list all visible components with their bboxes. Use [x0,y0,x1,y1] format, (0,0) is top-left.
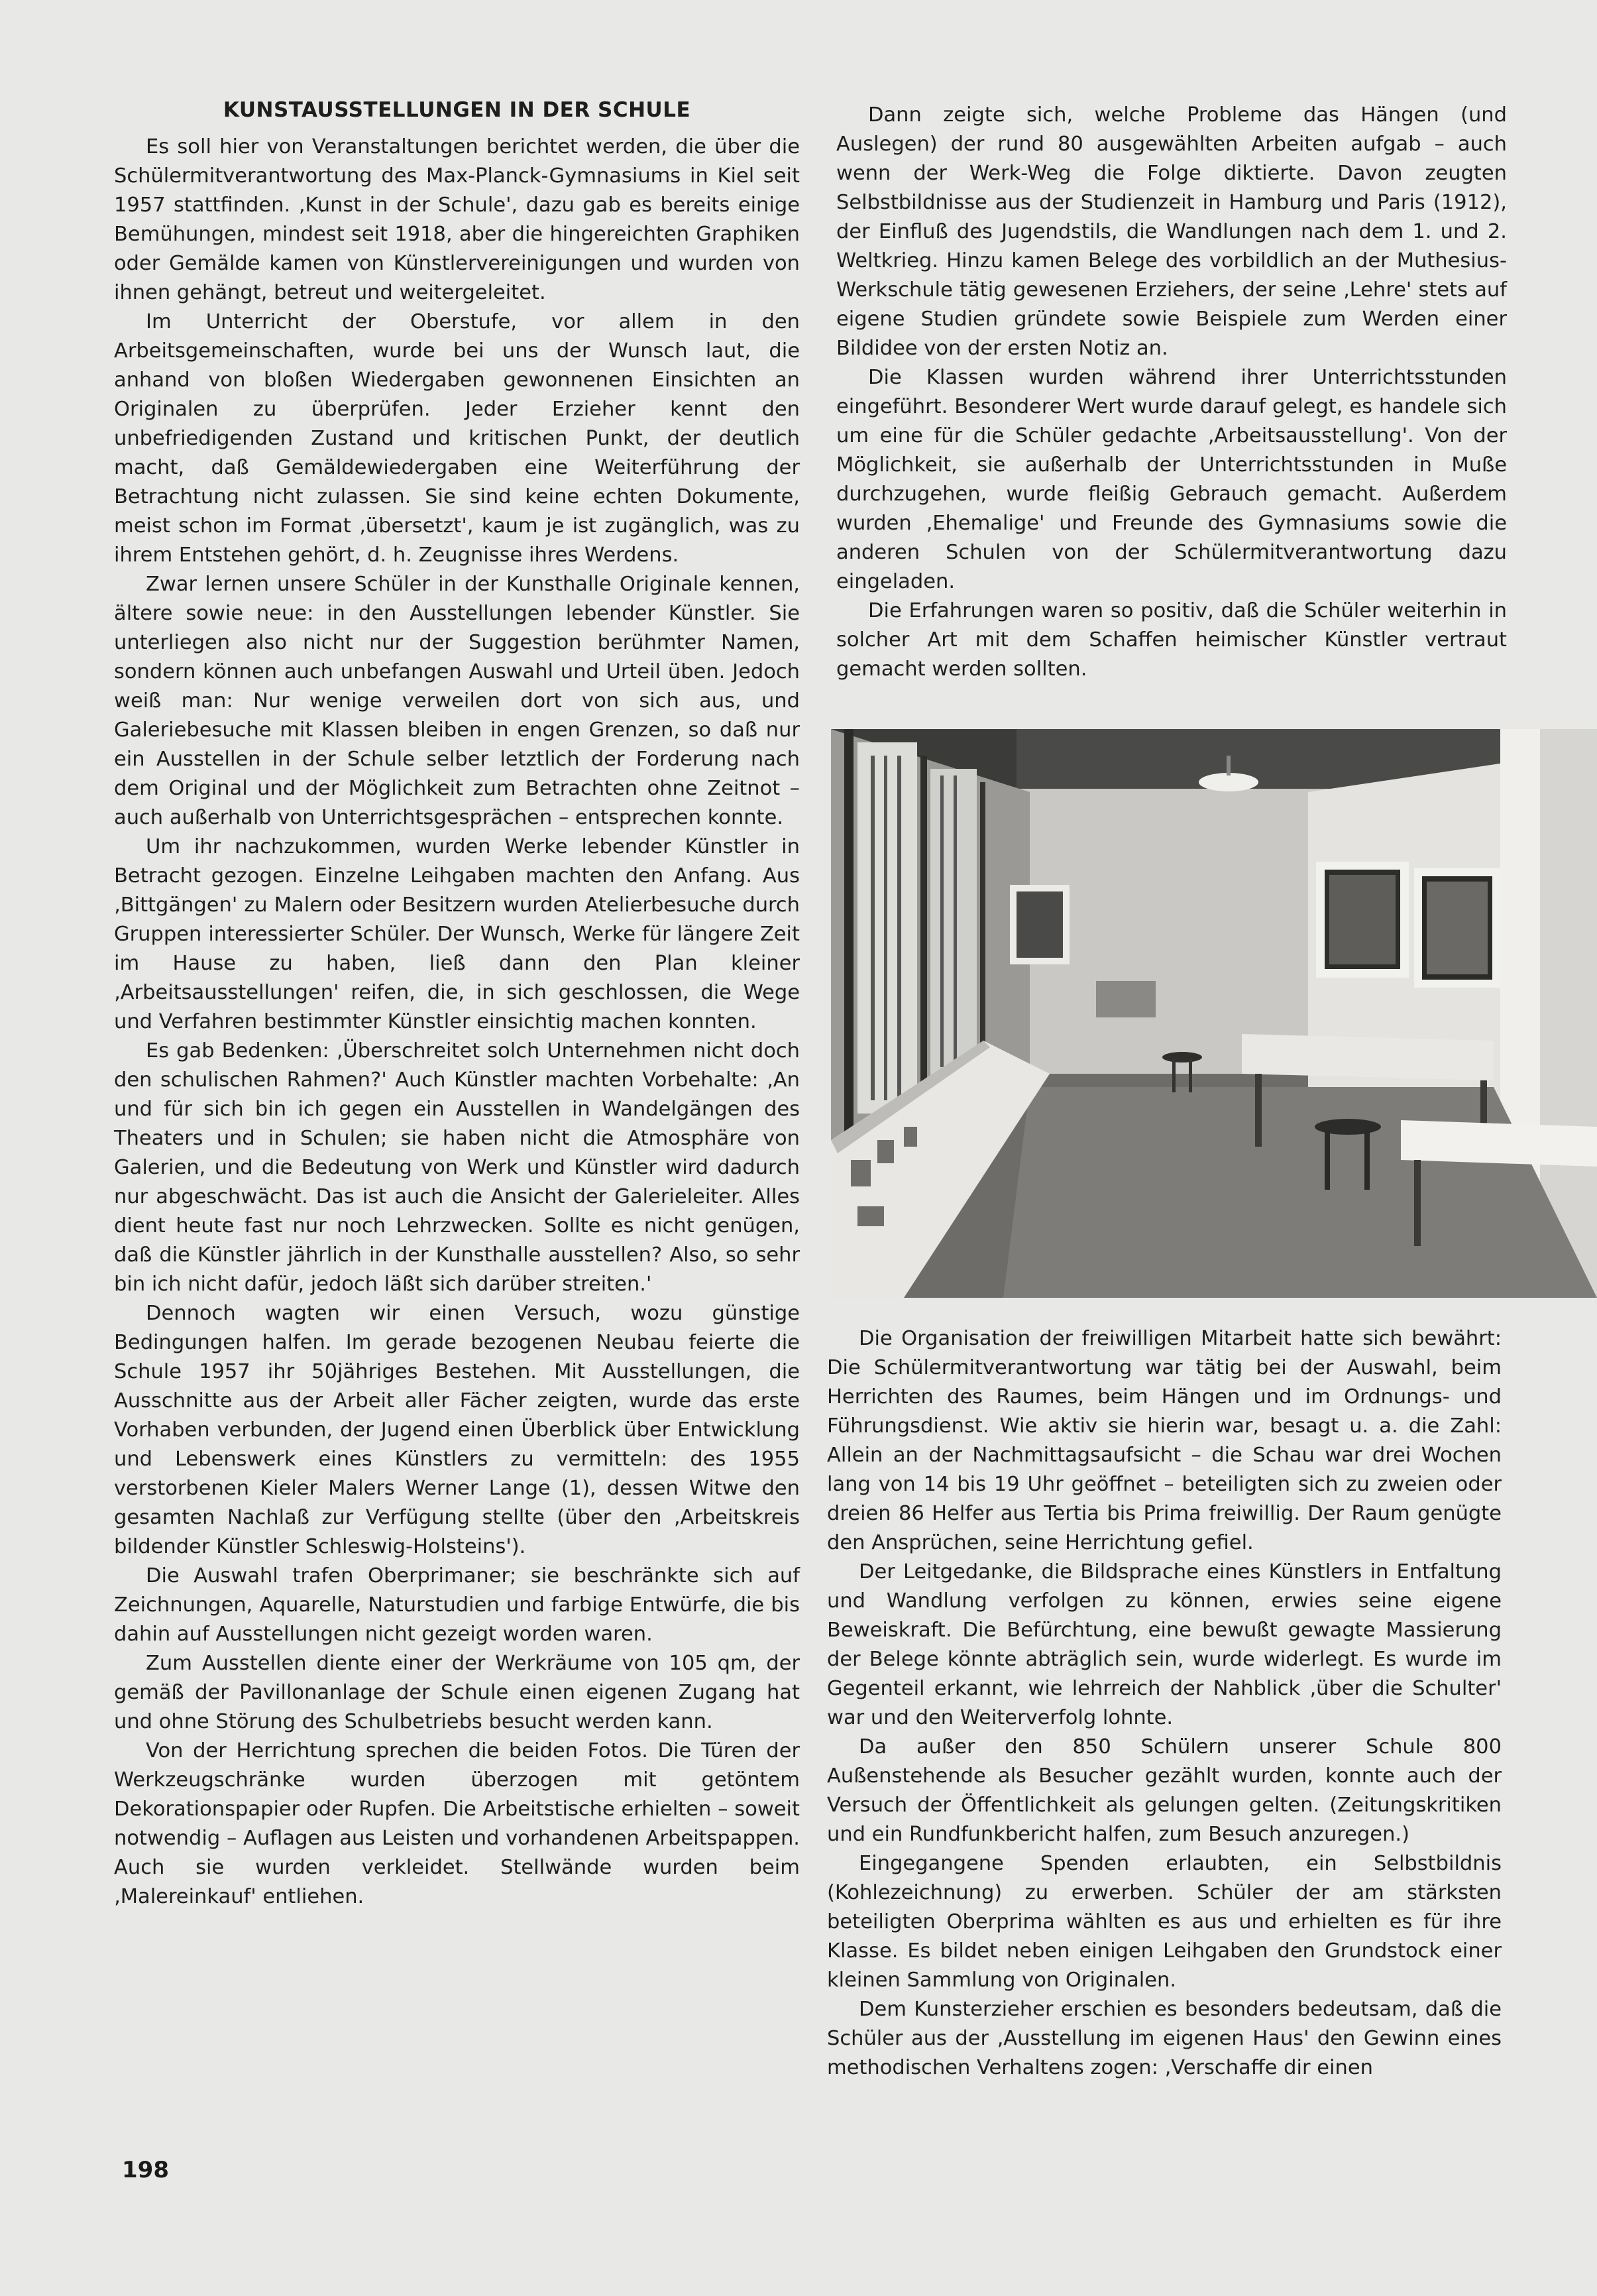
paragraph: Im Unterricht der Oberstufe, vor allem in den Arbeitsgemeinschaften, wurde bei uns der Wunsch laut, die anhand von bloßen Wiedergaben gewonnenen Einsichten an Originalen zu überprüfen. Jeder Erzieher kennt den unbefriedigenden Zustand und kritischen Punkt, der deutlich macht, daß Gemäldewiedergaben eine Weiterführung der Betrachtung nicht zulassen. Sie sind keine echten Dokumente, meist schon im Format ‚übersetzt', kaum je ist zugänglich, was zu ihrem Entstehen gehört, d. h. Zeugnisse ihres Werdens. [114,310,800,567]
paragraph: Dann zeigte sich, welche Probleme das Hängen (und Auslegen) der rund 80 ausgewählten Arbeiten aufgab – auch wenn der Werk-Weg die Folge diktierte. Davon zeugten Selbstbildnisse aus der Studienzeit in Hamburg und Paris (1912), der Einfluß des Jugendstils, die Wandlungen nach dem 1. und 2. Weltkrieg. Hinzu kamen Belege des vorbildlich an der Muthesius-Werkschule tätig gewesenen Erziehers, der seine ‚Lehre' stets auf eigene Studien gründete sowie Beispiele zum Werden einer Bildidee von der ersten Notiz an. [836,103,1507,360]
paragraph: Es soll hier von Veranstaltungen berichtet werden, die über die Schülermitverantwortung des Max-Planck-Gymnasiums in Kiel seit 1957 stattfinden. ‚Kunst in der Schule', dazu gab es bereits einige Bemühungen, mindest seit 1918, aber die hingereichten Graphiken oder Gemälde kamen von Künstlervereinigungen und wurden von ihnen gehängt, betreut und weitergeleitet. [114,135,800,304]
paragraph: Die Erfahrungen waren so positiv, daß die Schüler weiterhin in solcher Art mit dem Schaffen heimischer Künstler vertraut gemacht werden sollten. [836,599,1507,681]
paragraph: Um ihr nachzukommen, wurden Werke lebender Künstler in Betracht gezogen. Einzelne Leihgaben machten den Anfang. Aus ‚Bittgängen' zu Malern oder Besitzern wurden Atelierbesuche durch Gruppen interessierter Schüler. Der Wunsch, Werke für längere Zeit im Hause zu haben, ließ dann den Plan kleiner ‚Arbeitsausstellungen' reifen, die, in sich geschlossen, die Wege und Verfahren bestimmter Künstler einsichtig machen konnten. [114,835,800,1033]
paragraph: Dennoch wagten wir einen Versuch, wozu günstige Bedingungen halfen. Im gerade bezogenen Neubau feierte die Schule 1957 ihr 50jähriges Bestehen. Mit Ausstellungen, die Ausschnitte aus der Arbeit aller Fächer zeigten, wurde das erste Vorhaben verbunden, der Jugend einen Überblick über Entwicklung und Lebenswerk eines Künstlers zu vermitteln: des 1955 verstorbenen Kieler Malers Werner Lange (1), dessen Witwe den gesamten Nachlaß zur Verfügung stellte (über den ‚Arbeitskreis bildender Künstler Schleswig-Holsteins'). [114,1302,800,1558]
paragraph: Die Klassen wurden während ihrer Unterrichtsstunden eingeführt. Besonderer Wert wurde darauf gelegt, es handele sich um eine für die Schüler gedachte ‚Arbeitsausstellung'. Von der Möglichkeit, sie außerhalb der Unterrichtsstunden in Muße durchzugehen, wurde fleißig Gebrauch gemacht. Außerdem wurden ‚Ehemalige' und Freunde des Gymnasiums sowie die anderen Schulen von der Schülermitverantwortung dazu eingeladen. [836,366,1507,593]
paragraph: Zum Ausstellen diente einer der Werkräume von 105 qm, der gemäß der Pavillonanlage der Schule einen eigenen Zugang hat und ohne Störung des Schulbetriebs besucht werden kann. [114,1652,800,1733]
paragraph: Eingegangene Spenden erlaubten, ein Selbstbildnis (Kohlezeichnung) zu erwerben. Schüler der am stärksten beteiligten Oberprima wählten es aus und erhielten es für ihre Klasse. Es bildet neben einigen Leihgaben den Grundstock einer kleinen Sammlung von Originalen. [827,1852,1502,1992]
left-column [114,95,800,1912]
paragraph: Der Leitgedanke, die Bildsprache eines Künstlers in Entfaltung und Wandlung verfolgen zu können, erwies seine eigene Beweiskraft. Die Befürchtung, eine bewußt gewagte Massierung der Belege könnte abträglich sein, wurde widerlegt. Es wurde im Gegenteil erkannt, wie lehrreich der Nahblick ‚über die Schulter' war und den Weiterverfolg lohnte. [827,1560,1502,1729]
page-number: 198 [122,2157,169,2183]
paragraph: Von der Herrichtung sprechen die beiden Fotos. Die Türen der Werkzeugschränke wurden überzogen mit getöntem Dekorationspapier oder Rupfen. Die Arbeitstische erhielten – soweit notwendig – Auflagen aus Leisten und vorhandenen Arbeitspappen. Auch sie wurden verkleidet. Stellwände wurden beim ‚Malereinkauf' entliehen. [114,1739,800,1908]
exhibition-room-photo [831,729,1597,1298]
paragraph: Dem Kunsterzieher erschien es besonders bedeutsam, daß die Schüler aus der ‚Ausstellung im eigenen Haus' den Gewinn eines methodischen Verhaltens zogen: ‚Verschaffe dir einen [827,1998,1502,2079]
paragraph: Zwar lernen unsere Schüler in der Kunsthalle Originale kennen, ältere sowie neue: in den Ausstellungen lebender Künstler. Sie unterliegen also nicht nur der Suggestion berühmter Namen, sondern können auch unbefangen Auswahl und Urteil üben. Jedoch weiß man: Nur wenige verweilen dort von sich aus, und Galeriebesuche mit Klassen bleiben in engen Grenzen, so daß nur ein Ausstellen in der Schule selber letztlich der Forderung nach dem Original und der Möglichkeit zum Betrachten ohne Zeitnot – auch außerhalb von Unterrichtsgesprächen – entsprechen konnte. [114,573,800,829]
paragraph: Da außer den 850 Schülern unserer Schule 800 Außenstehende als Besucher gezählt wurden, konnte auch der Versuch der Öffentlichkeit als gelungen gelten. (Zeitungskritiken und ein Rundfunkbericht halfen, zum Besuch anzuregen.) [827,1735,1502,1846]
article-title: KUNSTAUSSTELLUNGEN IN DER SCHULE [223,98,691,122]
right-column-top [836,101,1507,684]
right-column-bottom [827,1324,1502,2083]
paragraph: Es gab Bedenken: ‚Überschreitet solch Unternehmen nicht doch den schulischen Rahmen?' Auch Künstler machten Vorbehalte: ‚An und für sich bin ich gegen ein Ausstellen in Wandelgängen des Theaters und in Schulen; sie haben nicht die Atmosphäre von Galerien, und die Bedeutung von Werk und Künstler wird dadurch nur abgeschwächt. Das ist auch die Ansicht der Galerieleiter. Alles dient heute fast nur noch Lehrzwecken. Sollte es nicht genügen, daß die Künstler jährlich in der Kunsthalle ausstellen? Also, so sehr bin ich nicht dafür, jedoch läßt sich darüber streiten.' [114,1039,800,1296]
paragraph: Die Auswahl trafen Oberprimaner; sie beschränkte sich auf Zeichnungen, Aquarelle, Naturstudien und farbige Entwürfe, die bis dahin auf Ausstellungen nicht gezeigt worden waren. [114,1564,800,1646]
paragraph: Die Organisation der freiwilligen Mitarbeit hatte sich bewährt: Die Schülermitverantwortung war tätig bei der Auswahl, beim Herrichten des Raumes, beim Hängen und im Ordnungs- und Führungsdienst. Wie aktiv sie hierin war, besagt u. a. die Zahl: Allein an der Nachmittagsaufsicht – die Schau war drei Wochen lang von 14 bis 19 Uhr geöffnet – beteiligten sich zu zweien oder dreien 86 Helfer aus Tertia bis Prima freiwillig. Der Raum genügte den Ansprüchen, seine Herrichtung gefiel. [827,1327,1502,1554]
